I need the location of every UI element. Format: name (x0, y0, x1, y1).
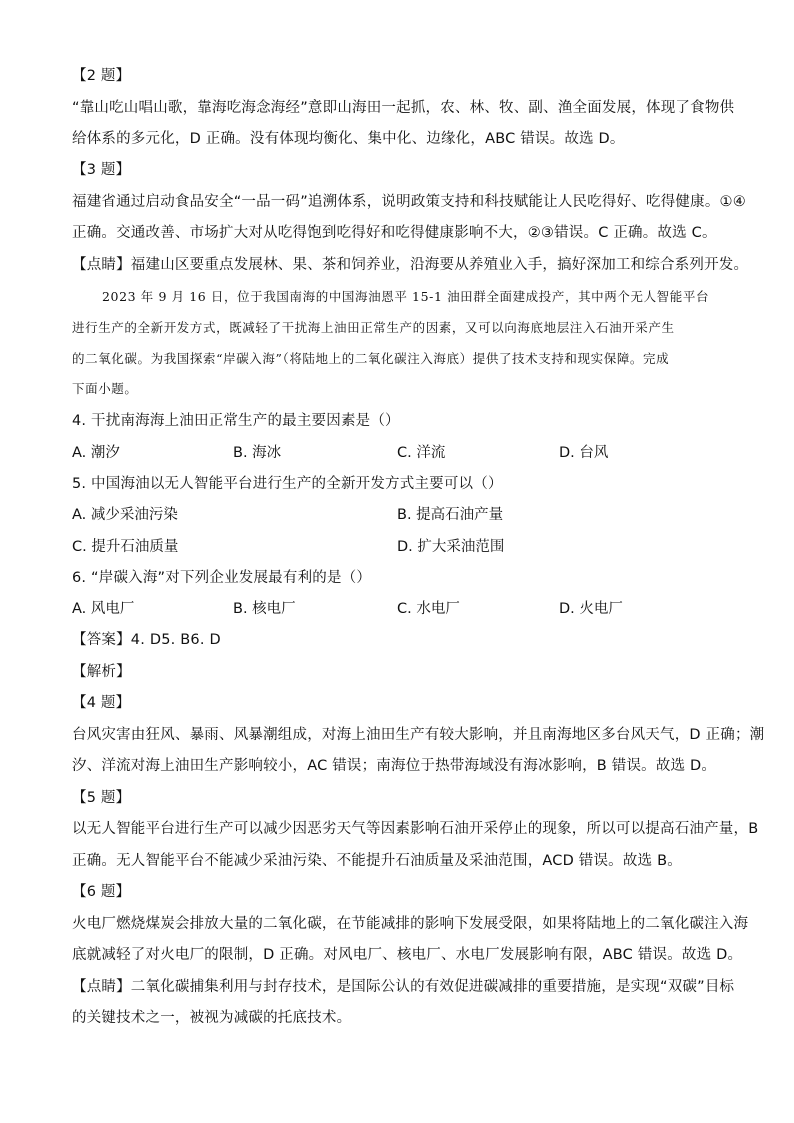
heading-q6: 【6 题】 (72, 884, 131, 900)
note-line: 【点睛】二氧化碳捕集利用与封存技术，是国际公认的有效促进碳减排的重要措施，是实现“双碳”目标 (72, 979, 735, 995)
heading-q3: 【3 题】 (72, 162, 131, 178)
q4-option-c: C. 洋流 (397, 445, 446, 461)
paragraph-line: 底就减轻了对火电厂的限制，D 正确。对风电厂、核电厂、水电厂发展影响有限，ABC 错误。故选 D。 (72, 947, 743, 963)
q4-option-d: D. 台风 (559, 445, 609, 461)
q5-option-d: D. 扩大采油范围 (397, 539, 505, 555)
q6-option-b: B. 核电厂 (233, 601, 296, 617)
question-4: 4. 干扰南海海上油田正常生产的最主要因素是（） (72, 413, 400, 429)
heading-q4: 【4 题】 (72, 695, 131, 711)
paragraph-line: 台风灾害由狂风、暴雨、风暴潮组成，对海上油田生产有较大影响，并且南海地区多台风天气，D 正确；潮 (72, 727, 765, 743)
q5-option-b: B. 提高石油产量 (397, 507, 504, 523)
passage-line: 2023 年 9 月 16 日，位于我国南海的中国海油恩平 15-1 油田群全面建成投产，其中两个无人智能平台 (102, 289, 710, 304)
q5-option-a: A. 减少采油污染 (72, 507, 178, 523)
heading-analysis: 【解析】 (72, 664, 131, 680)
q6-option-c: C. 水电厂 (397, 601, 460, 617)
paragraph-line: 正确。交通改善、市场扩大对从吃得饱到吃得好和吃得健康影响不大，②③错误。C 正确。故选 C。 (72, 225, 717, 241)
paragraph-line: 汐、洋流对海上油田生产影响较小，AC 错误；南海位于热带海域没有海冰影响，B 错误。故选 D。 (72, 758, 717, 774)
q6-option-a: A. 风电厂 (72, 601, 135, 617)
answer-line: 【答案】4. D5. B6. D (72, 632, 221, 648)
q5-option-c: C. 提升石油质量 (72, 539, 179, 555)
paragraph-line: 福建省通过启动食品安全“一品一码”追溯体系，说明政策支持和科技赋能让人民吃得好、吃得健康。①④ (72, 194, 746, 210)
passage-line: 的二氧化碳。为我国探索“岸碳入海”（将陆地上的二氧化碳注入海底）提供了技术支持和现实保障。完成 (72, 351, 670, 366)
heading-q2: 【2 题】 (72, 68, 131, 84)
note-line: 【点睛】福建山区要重点发展林、果、茶和饲养业，沿海要从养殖业入手，搞好深加工和综合系列开发。 (72, 257, 749, 273)
paragraph-line: 给体系的多元化，D 正确。没有体现均衡化、集中化、边缘化，ABC 错误。故选 D。 (72, 131, 625, 147)
question-5: 5. 中国海油以无人智能平台进行生产的全新开发方式主要可以（） (72, 476, 503, 492)
question-6: 6. “岸碳入海”对下列企业发展最有利的是（） (72, 570, 372, 586)
q4-option-b: B. 海冰 (233, 445, 282, 461)
paragraph-line: “靠山吃山唱山歌，靠海吃海念海经”意即山海田一起抓，农、林、牧、副、渔全面发展，体现了食物供 (72, 100, 735, 116)
heading-q5: 【5 题】 (72, 790, 131, 806)
passage-line: 进行生产的全新开发方式，既减轻了干扰海上油田正常生产的因素，又可以向海底地层注入石油开采产生 (72, 320, 675, 335)
paragraph-line: 正确。无人智能平台不能减少采油污染、不能提升石油质量及采油范围，ACD 错误。故选 B。 (72, 853, 682, 869)
q4-option-a: A. 潮汐 (72, 445, 120, 461)
q6-option-d: D. 火电厂 (559, 601, 623, 617)
paragraph-line: 火电厂燃烧煤炭会排放大量的二氧化碳，在节能减排的影响下发展受限，如果将陆地上的二氧化碳注入海 (72, 916, 749, 932)
passage-line: 下面小题。 (72, 381, 138, 396)
note-line: 的关键技术之一，被视为减碳的托底技术。 (72, 1010, 352, 1026)
paragraph-line: 以无人智能平台进行生产可以减少因恶劣天气等因素影响石油开采停止的现象，所以可以提高石油产量，B (72, 821, 759, 837)
